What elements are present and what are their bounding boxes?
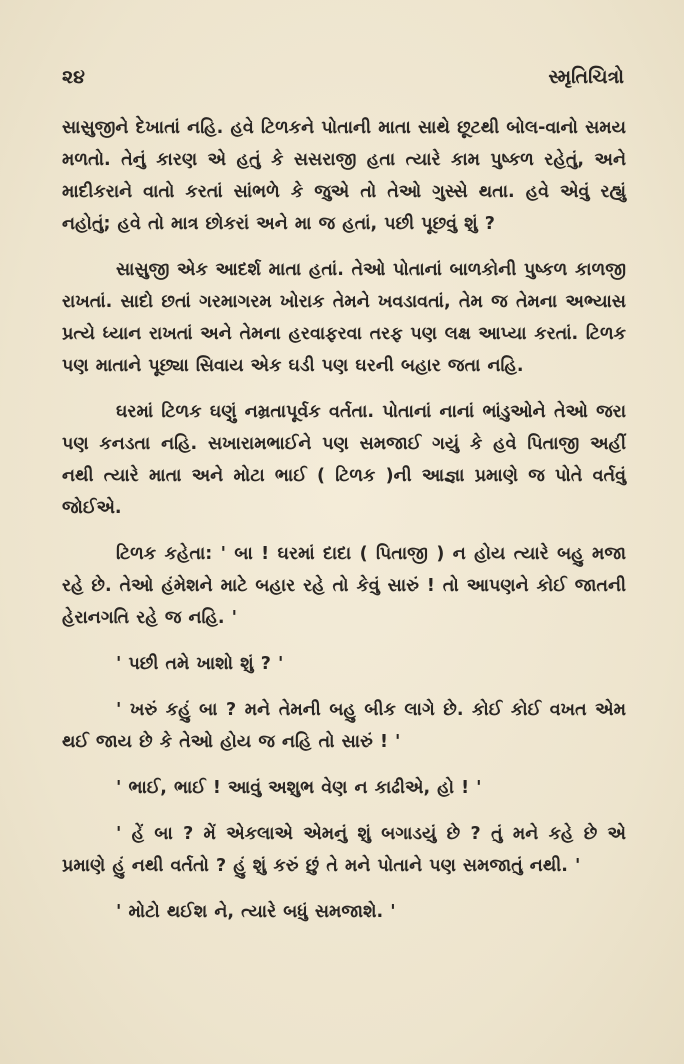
page-header xyxy=(62,66,624,96)
running-head: સ્મૃતિચિત્રો xyxy=(548,66,624,88)
dialogue-line: ' મોટો થઈશ ને, ત્યારે બધું સમજાશે. ' xyxy=(116,902,396,922)
dialogue-line: ' ખરું કહું બા ? મને તેમની બહુ બીક લાગે છે. કોઈ કોઈ વખત એમ થઈ જાય છે કે તેઓ હોય જ નહિ તો સારું ! ' xyxy=(62,700,626,752)
dialogue-line: ' ભાઈ, ભાઈ ! આવું અશુભ વેણ ન કાઢીએ, હો ! ' xyxy=(116,778,482,798)
paragraph: સાસુજી એક આદર્શ માતા હતાં. તેઓ પોતાનાં બાળકોની પુષ્કળ કાળજી રાખતાં. સાદો છતાં ગરમાગરમ ખોરાક તેમને ખવડાવતાં, તેમ જ તેમના અભ્યાસ પ્રત્યે ધ્યાન રાખતાં અને તેમના હરવાફરવા તરફ પણ લક્ષ આપ્યા કરતાં. ટિળક પણ માતાને પૂછ્યા સિવાય એક ઘડી પણ ઘરની બહાર જતા નહિ. xyxy=(62,260,626,376)
dialogue-line: ' હેં બા ? મેં એકલાએ એમનું શું બગાડયું છે ? તું મને કહે છે એ પ્રમાણે હું નથી વર્તતો ? હું શું કરું છું તે મને પોતાને પણ સમજાતું નથી. ' xyxy=(62,824,626,876)
page-body xyxy=(62,112,626,942)
paragraph: સાસુજીને દેખાતાં નહિ. હવે ટિળકને પોતાની માતા સાથે છૂટથી બોલ-વાનો સમય મળતો. તેનું કારણ એ હતું કે સસરાજી હતા ત્યારે કામ પુષ્કળ રહેતું, અને માદીકરાને વાતો કરતાં સાંભળે કે જુએ તો તેઓ ગુસ્સે થતા. હવે એવું રહ્યું નહોતું; હવે તો માત્ર છોકરાં અને મા જ હતાં, પછી પૂછવું શું ? xyxy=(62,118,626,234)
paragraph: ટિળક કહેતા: ' બા ! ઘરમાં દાદા ( પિતાજી ) ન હોય ત્યારે બહુ મજા રહે છે. તેઓ હંમેશને માટે બહાર રહે તો કેવું સારું ! તો આપણને કોઈ જાતની હેરાનગતિ રહે જ નહિ. ' xyxy=(62,544,626,628)
dialogue-line: ' પછી તમે ખાશો શું ? ' xyxy=(116,654,284,674)
page-number: ૨૪ xyxy=(62,66,85,88)
paragraph: ઘરમાં ટિળક ઘણું નમ્રતાપૂર્વક વર્તતા. પોતાનાં નાનાં ભાંડુઓને તેઓ જરા પણ કનડતા નહિ. સખારામભાઈને પણ સમજાઈ ગયું કે હવે પિતાજી અહીં નથી ત્યારે માતા અને મોટા ભાઈ ( ટિળક )ની આજ્ઞા પ્રમાણે જ પોતે વર્તવું જોઈએ. xyxy=(62,402,626,518)
